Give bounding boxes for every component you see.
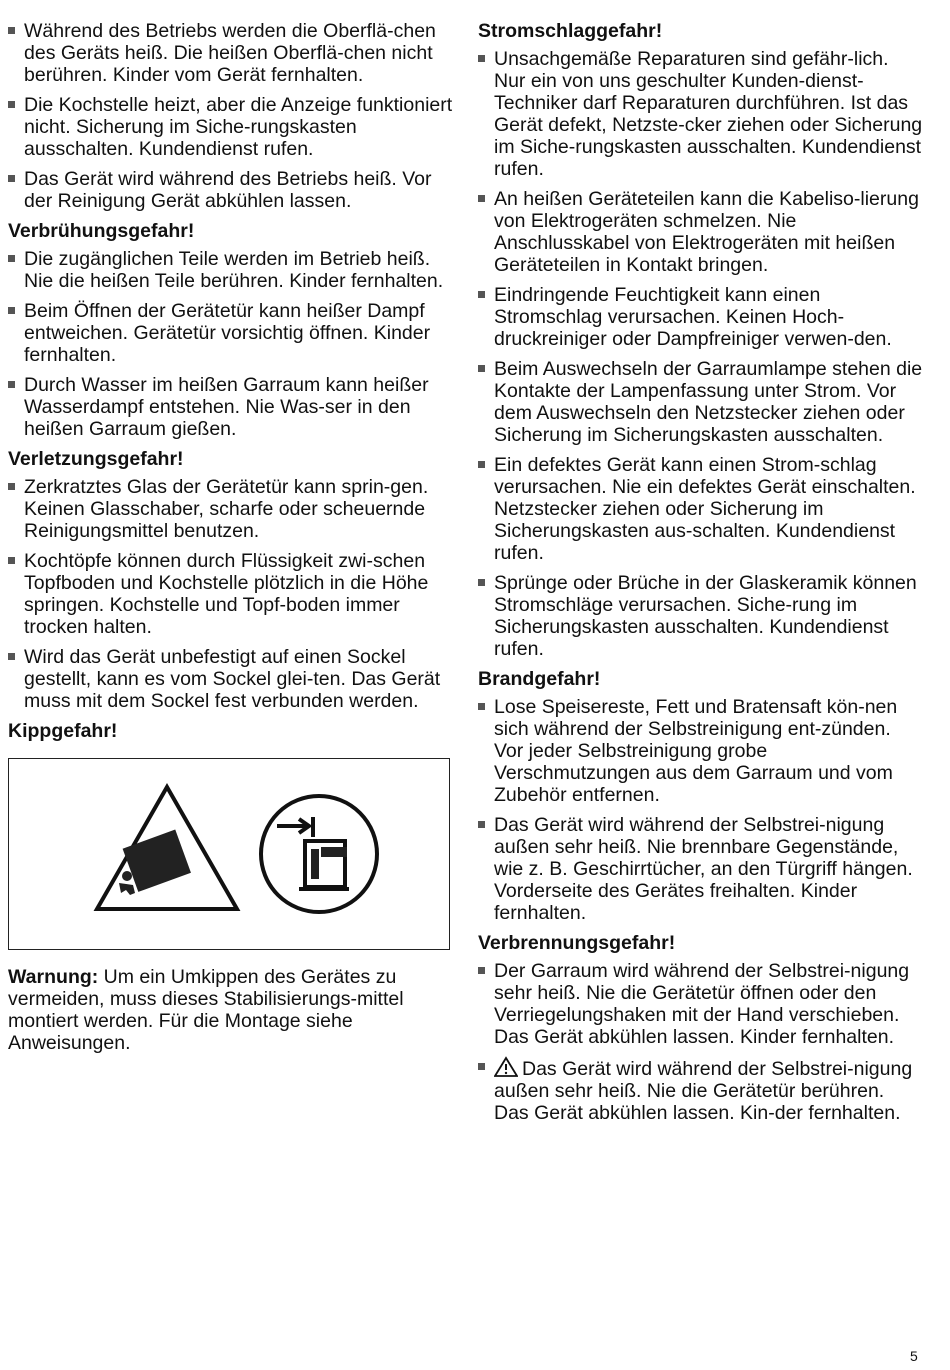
- bullet-icon: [8, 557, 15, 564]
- tipping-appliance-icon: [123, 830, 191, 892]
- list-item-text: Die Kochstelle heizt, aber die Anzeige funktioniert nicht. Sicherung im Siche-rungskasten ausschalten. Kundendienst rufen.: [24, 94, 453, 160]
- list-item-text: Zerkratztes Glas der Gerätetür kann sprin-gen. Keinen Glasschaber, scharfe oder scheuernde Reinigungsmittel benutzen.: [24, 476, 429, 542]
- list-item: [478, 188, 923, 276]
- list-item-text: Wird das Gerät unbefestigt auf einen Sockel gestellt, kann es vom Sockel glei-ten. Das Gerät muss mit dem Sockel fest verbunden werden.: [24, 646, 441, 712]
- bullet-icon: [8, 307, 15, 314]
- list-item: [478, 284, 923, 350]
- list-item-text: Das Gerät wird während der Selbstrei-nigung außen sehr heiß. Nie die Gerätetür berühren. Das Gerät abkühlen lassen. Kin-der fernhalten.: [494, 1058, 913, 1124]
- bullet-icon: [8, 101, 15, 108]
- bullet-icon: [8, 483, 15, 490]
- list-item: [478, 960, 923, 1048]
- list-item: [478, 454, 923, 564]
- list-item-text: Durch Wasser im heißen Garraum kann heißer Wasserdampf entstehen. Nie Was-ser in den heißen Garraum gießen.: [24, 374, 429, 440]
- list-item: [478, 1056, 923, 1124]
- bullet-icon: [478, 55, 485, 62]
- list-item: [8, 20, 453, 86]
- page-number: 5: [910, 1348, 918, 1364]
- intro-list: [8, 20, 453, 212]
- list-item-text: Eindringende Feuchtigkeit kann einen Stromschlag verursachen. Keinen Hoch-druckreiniger oder Dampfreiniger verwen-den.: [494, 284, 892, 350]
- list-item-text: Beim Öffnen der Gerätetür kann heißer Dampf entweichen. Gerätetür vorsichtig öffnen. Kinder fernhalten.: [24, 300, 431, 366]
- list-item-text: Das Gerät wird während des Betriebs heiß. Vor der Reinigung Gerät abkühlen lassen.: [24, 168, 432, 212]
- section-heading-stromschlag: Stromschlaggefahr!: [478, 20, 663, 42]
- bullet-icon: [8, 653, 15, 660]
- bullet-icon: [478, 821, 485, 828]
- list-item-text: Das Gerät wird während der Selbstrei-nigung außen sehr heiß. Nie brennbare Gegenstände, wie z. B. Geschirrtücher, an den Türgriff hängen. Vorderseite des Gerätes freihalten. Kinder fernhalten.: [494, 814, 913, 924]
- list-item-text: Kochtöpfe können durch Flüssigkeit zwi-schen Topfboden und Kochstelle plötzlich in die Höhe springen. Kochstelle und Topf-boden immer trocken halten.: [24, 550, 429, 638]
- list-item: [8, 550, 453, 638]
- right-column: [478, 20, 923, 1132]
- bullet-icon: [8, 255, 15, 262]
- bullet-icon: [478, 461, 485, 468]
- list-item: [8, 476, 453, 542]
- list-item: [478, 572, 923, 660]
- section-heading-verbrennung: Verbrennungsgefahr!: [478, 932, 676, 954]
- section-heading-verletzung: Verletzungsgefahr!: [8, 448, 184, 470]
- tip-over-warning-figure: [8, 758, 450, 950]
- list-item: [8, 646, 453, 712]
- warning-text: Um ein Umkippen des Gerätes zu vermeiden, muss dieses Stabilisierungs-mittel montiert werden. Für die Montage siehe Anweisungen.: [8, 966, 404, 1054]
- section-heading-verbruehung: Verbrühungsgefahr!: [8, 220, 195, 242]
- list-item-text: Unsachgemäße Reparaturen sind gefähr-lich. Nur ein von uns geschulter Kunden-dienst-Techniker darf Reparaturen durchführen. Ist das Gerät defekt, Netzste-cker ziehen oder Sicherung im Siche-rungskasten ausschalten. Kundendienst rufen.: [494, 48, 923, 180]
- list-item-text: Ein defektes Gerät kann einen Strom-schlag verursachen. Nie ein defektes Gerät einschalten. Netzstecker ziehen oder Sicherung im Sicherungskasten aus-schalten. Kundendienst rufen.: [494, 454, 916, 564]
- brand-list: [478, 696, 923, 924]
- bullet-icon: [478, 967, 485, 974]
- list-item: [478, 814, 923, 924]
- tip-over-illustration: [9, 759, 449, 949]
- list-item: [478, 358, 923, 446]
- list-item-text: Sprünge oder Brüche in der Glaskeramik können Stromschläge verursachen. Siche-rung im Sicherungskasten ausschalten. Kundendienst rufen.: [494, 572, 917, 660]
- list-item-text: Während des Betriebs werden die Oberflä-chen des Geräts heiß. Die heißen Oberflä-chen nicht berühren. Kinder vom Gerät fernhalten.: [24, 20, 436, 86]
- list-item-text: An heißen Geräteteilen kann die Kabeliso-lierung von Elektrogeräten schmelzen. Nie Anschlusskabel von Elektrogeräten mit heißen Geräteteilen in Kontakt bringen.: [494, 188, 919, 276]
- bullet-icon: [478, 365, 485, 372]
- section-heading-kipp: Kippgefahr!: [8, 720, 118, 742]
- bullet-icon: [478, 579, 485, 586]
- list-item-text: Der Garraum wird während der Selbstrei-nigung sehr heiß. Nie die Gerätetür öffnen oder den Verriegelungshaken mit der Hand verschieben. Das Gerät abkühlen lassen. Kinder fernhalten.: [494, 960, 910, 1048]
- list-item: [8, 94, 453, 160]
- warning-triangle-icon: [494, 1056, 518, 1077]
- verbrennung-list: [478, 960, 923, 1124]
- warning-label: Warnung:: [8, 966, 99, 988]
- list-item: [8, 168, 453, 212]
- list-item: [478, 48, 923, 180]
- bullet-icon: [478, 1063, 485, 1070]
- bullet-icon: [8, 381, 15, 388]
- list-item: [8, 374, 453, 440]
- list-item: [8, 248, 453, 292]
- bullet-icon: [478, 703, 485, 710]
- verbruehung-list: [8, 248, 453, 440]
- list-item-text: Beim Auswechseln der Garraumlampe stehen die Kontakte der Lampenfassung unter Strom. Vor dem Auswechseln den Netzstecker ziehen oder Sicherung im Sicherungskasten ausschalten.: [494, 358, 923, 446]
- list-item: [8, 300, 453, 366]
- stromschlag-list: [478, 48, 923, 660]
- person-icon: [122, 871, 132, 881]
- list-item-text: Lose Speisereste, Fett und Bratensaft kön-nen sich während der Selbstreinigung ent-zünden. Vor jeder Selbstreinigung grobe Verschmutzungen aus dem Garraum und vom Zubehör entfernen.: [494, 696, 898, 806]
- section-heading-brand: Brandgefahr!: [478, 668, 601, 690]
- bullet-icon: [8, 27, 15, 34]
- verletzung-list: [8, 476, 453, 712]
- warning-paragraph: [8, 966, 453, 1054]
- list-item: [478, 696, 923, 806]
- bullet-icon: [478, 291, 485, 298]
- left-column: [8, 20, 453, 1054]
- list-item-text: Die zugänglichen Teile werden im Betrieb heiß. Nie die heißen Teile berühren. Kinder fernhalten.: [24, 248, 444, 292]
- bullet-icon: [478, 195, 485, 202]
- bullet-icon: [8, 175, 15, 182]
